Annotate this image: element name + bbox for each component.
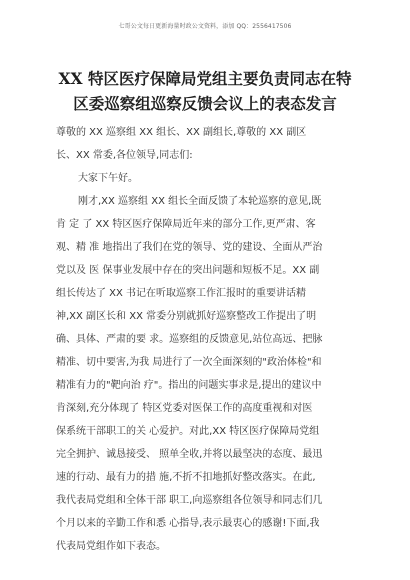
body-line: 尊敬的 XX 巡察组 XX 组长、XX 副组长,尊敬的 XX 副区: [56, 127, 307, 138]
body-line: 精准有力的"靶向治 疗"。指出的问题实事求是,提出的建议中: [56, 380, 322, 391]
body-line: 精准、切中要害,为我 局进行了一次全面深刻的"政治体检"和: [56, 357, 322, 368]
body-line: 保系统干部职工的关 心爱护。对此,XX 特区医疗保障局党组: [56, 426, 320, 437]
body-line: 观、精 准 地指出了我们在党的领导、党的建设、全面从严治: [56, 242, 323, 253]
document-body: [56, 121, 356, 558]
body-line: 刚才,XX 巡察组 XX 组长全面反馈了本轮巡察的意见,既: [78, 196, 322, 207]
body-line: 完全拥护、诚恳接受、 照单全收,并将以最坚决的态度、最迅: [56, 449, 323, 460]
body-line: 大家下午好。: [78, 173, 138, 184]
body-line: 肯深刻,充分体现了 特区党委对医保工作的高度重视和对医: [56, 403, 313, 414]
body-line: 组长传达了 XX 书记在听取巡察工作汇报时的重要讲话精: [56, 288, 307, 299]
page-header-note: 七哥公文每日更新海量时政公文资料，添加 QQ：2556417506: [118, 23, 292, 30]
body-line: 神,XX 副区长和 XX 常委分别就抓好巡察整改工作提出了明: [56, 311, 317, 322]
document-title: [40, 66, 370, 116]
body-line: 党以及 医 保事业发展中存在的突出问题和短板不足。XX 副: [56, 265, 320, 276]
body-line: 个月以来的辛勤工作和悉 心指导,表示最衷心的感谢!下面,我: [56, 518, 320, 529]
title-line-2: 区委巡察组巡察反馈会议上的表态发言: [73, 94, 337, 113]
title-line-1: XX 特区医疗保障局党组主要负责同志在特: [58, 69, 352, 88]
body-line: 长、XX 常委,各位领导,同志们:: [56, 150, 193, 161]
body-line: 确、具体、严肃的要 求。巡察组的反馈意见,站位高远、把脉: [56, 334, 323, 345]
body-line: 肯 定 了 XX 特区医疗保障局近年来的部分工作,更严肃、客: [56, 219, 316, 230]
body-line: 我代表局党组和全体干部 职工,向巡察组各位领导和同志们几: [56, 495, 323, 506]
body-line: 代表局党组作如下表态。: [56, 541, 166, 552]
body-line: 速的行动、最有力的措 施,不折不扣地抓好整改落实。在此,: [56, 472, 316, 483]
